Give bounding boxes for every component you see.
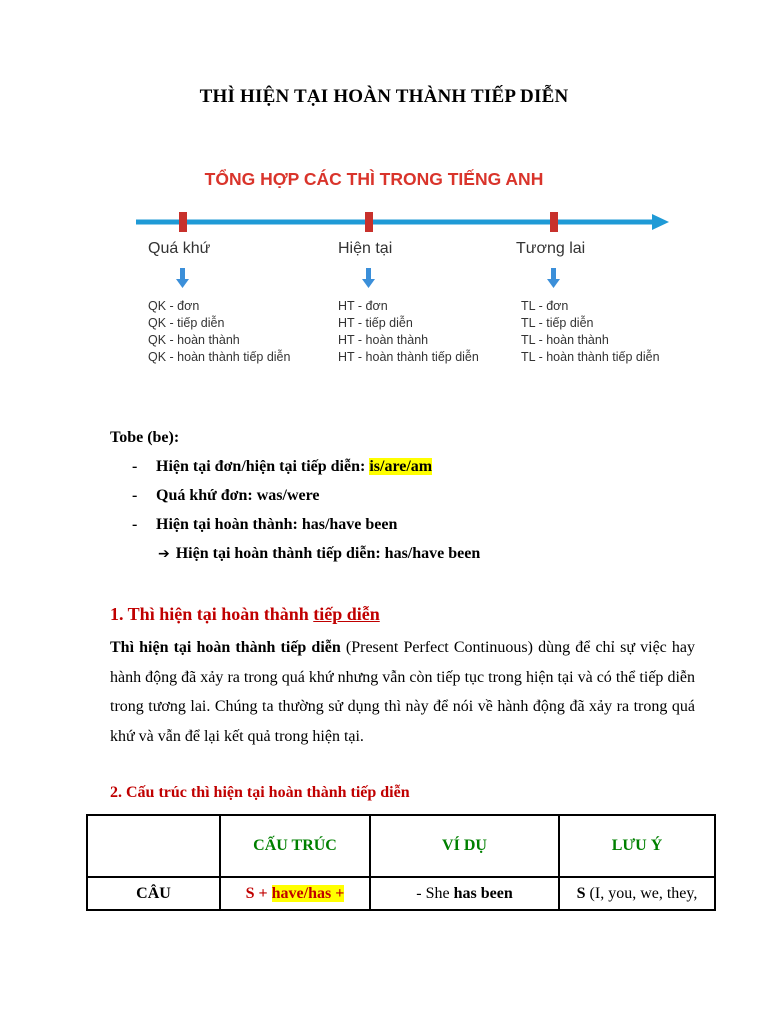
tobe-bullet: - Quá khứ đơn: was/were [132, 487, 320, 504]
section-2-heading: 2. Cấu trúc thì hiện tại hoàn thành tiếp diễn [110, 784, 410, 801]
tense-item: TL - tiếp diễn [521, 316, 594, 330]
highlighted-text: have/has + [271, 884, 345, 902]
tobe-bullet: - Hiện tại hoàn thành: has/have been [132, 516, 398, 533]
bullet-text: Hiện tại hoàn thành: has/have been [156, 516, 398, 533]
paragraph-text: (Present Perfect Continuous) dùng để chỉ sự việc hay hành động đã xảy ra trong quá khứ nhưng vẫn còn tiếp tục trong hiện tại và có thể tiếp diễn trong tương lai. Chúng ta thường sử dụng thì này để nói về hành động đã xảy ra trong quá khứ và vẫn để lại kết quả trong hiện tại. [110, 639, 695, 745]
structure-text: S + [245, 884, 272, 902]
timeline-tick-past [179, 212, 187, 232]
note-text: (I, you, we, they, [585, 884, 698, 902]
period-label-past: Quá khứ [148, 240, 211, 257]
tense-item: HT - hoàn thành tiếp diễn [338, 350, 479, 364]
bullet-text: Hiện tại đơn/hiện tại tiếp diễn: [156, 458, 370, 475]
tense-item: QK - tiếp diễn [148, 316, 225, 330]
diagram-heading: TỔNG HỢP CÁC THÌ TRONG TIẾNG ANH [204, 169, 544, 189]
tense-item: HT - đơn [338, 299, 388, 313]
down-arrow-icon [547, 268, 560, 288]
table-header-cell: CẤU TRÚC [220, 815, 370, 877]
heading-text: 1. Thì hiện tại hoàn thành [110, 604, 314, 624]
structure-table [86, 814, 716, 911]
note-bold-text: S [576, 884, 586, 902]
down-arrow-icon [362, 268, 375, 288]
section-1-heading [110, 604, 380, 625]
right-arrow-icon: ➔ [158, 546, 170, 562]
tense-item: TL - hoàn thành tiếp diễn [521, 350, 660, 364]
period-label-present: Hiện tại [338, 240, 393, 257]
highlighted-text: is/are/am [369, 458, 433, 475]
timeline-arrowhead [652, 214, 669, 230]
structure-cell [220, 877, 370, 910]
table-header-cell: VÍ DỤ [370, 815, 559, 877]
timeline-tick-present [365, 212, 373, 232]
tobe-conclusion [158, 545, 480, 563]
note-cell [559, 877, 715, 910]
table-header-cell: LƯU Ý [559, 815, 715, 877]
example-text: - She [416, 884, 454, 902]
tense-item: QK - hoàn thành tiếp diễn [148, 350, 291, 364]
paragraph-bold-term: Thì hiện tại hoàn thành tiếp diễn [110, 639, 341, 656]
period-label-future: Tương lai [516, 240, 586, 257]
tense-item: HT - tiếp diễn [338, 316, 413, 330]
table-header-cell [87, 815, 220, 877]
section-1-paragraph [110, 633, 695, 751]
conclusion-text: Hiện tại hoàn thành tiếp diễn: has/have been [175, 545, 481, 562]
down-arrow-icon [176, 268, 189, 288]
table-header-row [87, 815, 715, 877]
tobe-bullet: - Hiện tại đơn/hiện tại tiếp diễn: is/are/am [132, 458, 433, 475]
tenses-timeline-diagram [128, 158, 688, 378]
tense-item: TL - hoàn thành [521, 333, 609, 347]
tobe-heading: Tobe (be): [110, 429, 180, 446]
tense-item: QK - đơn [148, 299, 200, 313]
table-row [87, 877, 715, 910]
bullet-text: Quá khứ đơn: was/were [156, 487, 320, 504]
tense-item: TL - đơn [521, 299, 569, 313]
example-cell [370, 877, 559, 910]
tense-item: HT - hoàn thành [338, 333, 429, 347]
timeline-tick-future [550, 212, 558, 232]
tense-item: QK - hoàn thành [148, 333, 240, 347]
row-label-cell: CÂU [87, 877, 220, 910]
heading-underlined-text: tiếp diễn [313, 604, 380, 624]
example-bold-text: has been [453, 884, 513, 902]
document-title: THÌ HIỆN TẠI HOÀN THÀNH TIẾP DIỄN [199, 86, 569, 107]
